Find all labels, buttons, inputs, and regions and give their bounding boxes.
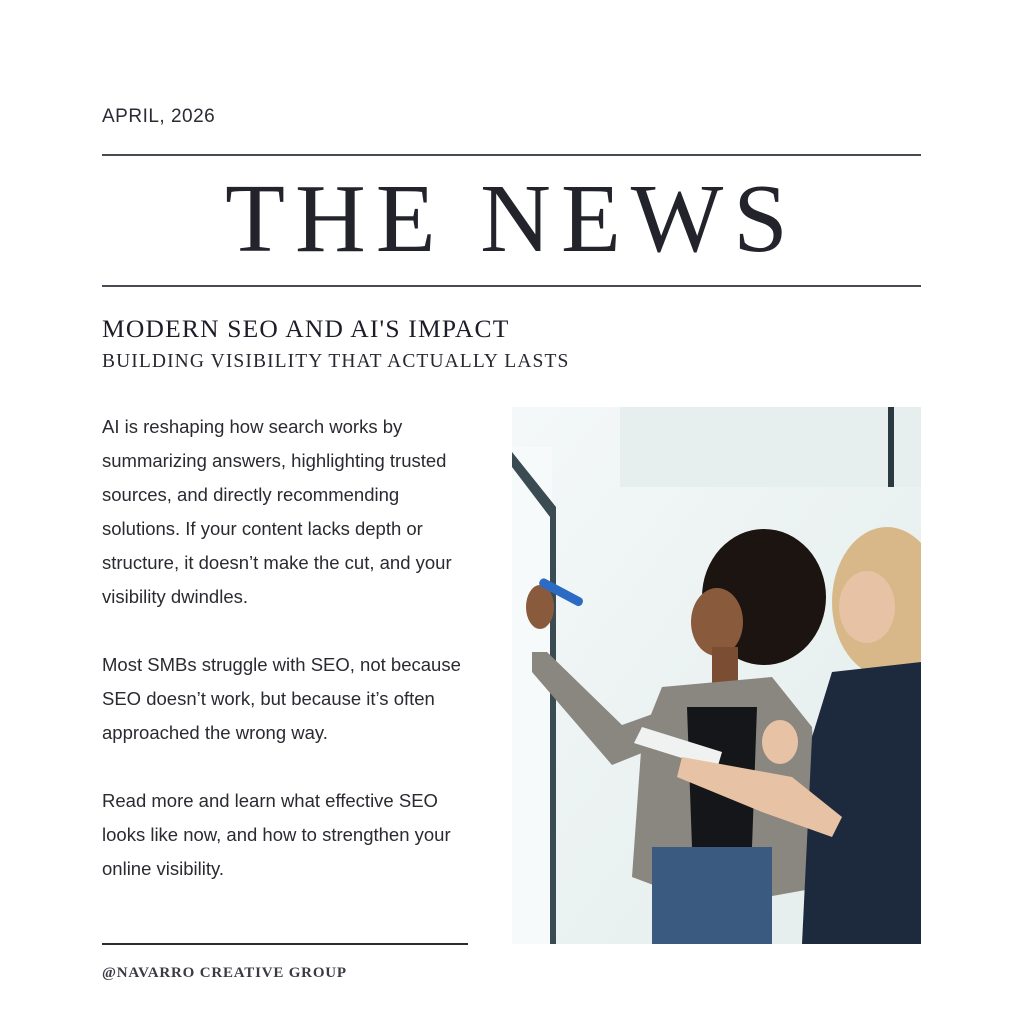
masthead-title: THE NEWS [225, 165, 798, 273]
brand-signature: @NAVARRO CREATIVE GROUP [102, 965, 347, 981]
office-whiteboard-illustration [512, 407, 921, 944]
masthead-top-rule [102, 154, 921, 156]
article-photo [512, 407, 921, 944]
masthead-bottom-rule [102, 285, 921, 287]
article-headline: MODERN SEO AND AI'S IMPACT [102, 314, 510, 343]
cta-underline [102, 943, 468, 945]
article-paragraph-1: AI is reshaping how search works by summarizing answers, highlighting trusted sources, and directly recommending solutions. If your content lacks depth or structure, it doesn’t make the cut, and your visibility dwindles. [102, 416, 452, 607]
article-body [102, 410, 472, 886]
article-paragraph-2: Most SMBs struggle with SEO, not because SEO doesn’t work, but because it’s often approached the wrong way. [102, 654, 461, 743]
issue-date: APRIL, 2026 [102, 106, 216, 127]
article-paragraph-3-cta: Read more and learn what effective SEO looks like now, and how to strengthen your online visibility. [102, 790, 451, 879]
article-subheadline: BUILDING VISIBILITY THAT ACTUALLY LASTS [102, 351, 570, 372]
